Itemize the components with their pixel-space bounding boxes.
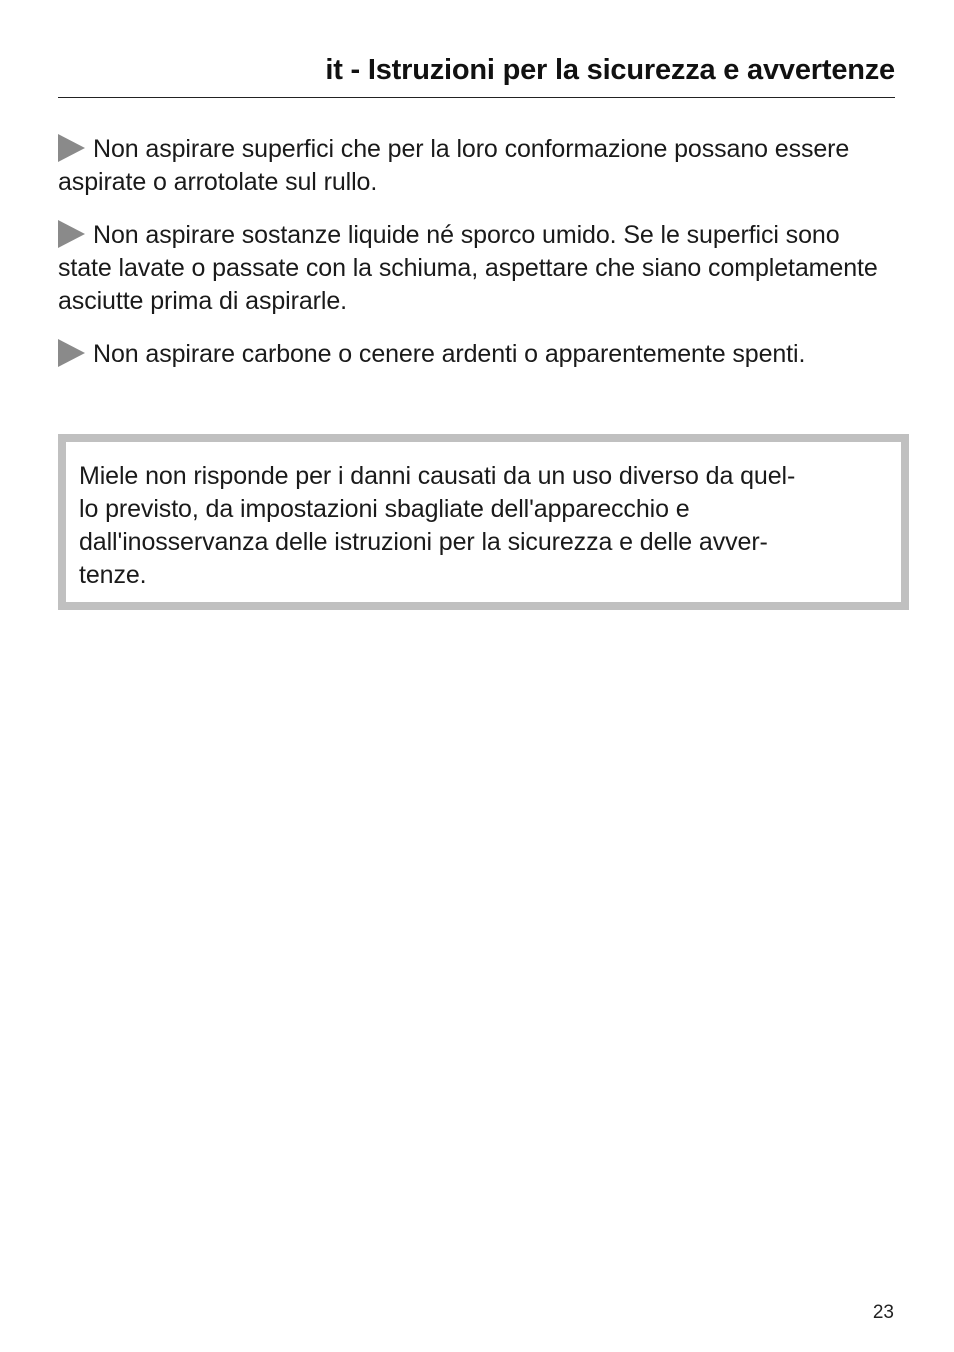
page-header-title: it - Istruzioni per la sicurezza e avvertenze — [325, 54, 895, 86]
instruction-text: Non aspirare superfici che per la loro conformazione possano essere aspirate o arrotolate sul rullo. — [58, 135, 850, 196]
liability-notice-box — [58, 434, 909, 610]
notice-line: tenze. — [79, 561, 147, 589]
triangle-bullet-icon — [58, 134, 85, 162]
notice-line: Miele non risponde per i danni causati da un uso diverso da quel- — [79, 462, 796, 490]
safety-instruction-item — [58, 219, 898, 318]
triangle-bullet-icon — [58, 220, 85, 248]
safety-instruction-item — [58, 338, 898, 371]
safety-instruction-item — [58, 133, 898, 199]
notice-line: dall'inosservanza delle istruzioni per la sicurezza e delle avver- — [79, 528, 768, 556]
page-number: 23 — [872, 1302, 894, 1323]
instruction-text: Non aspirare carbone o cenere ardenti o apparentemente spenti. — [93, 340, 806, 368]
instruction-text: Non aspirare sostanze liquide né sporco umido. Se le superfici sono state lavate o passate con la schiuma, aspettare che siano completamente asciutte prima di aspirarle. — [58, 221, 878, 315]
header-divider — [58, 97, 895, 98]
notice-line: lo previsto, da impostazioni sbagliate dell'apparecchio e — [79, 495, 690, 523]
triangle-bullet-icon — [58, 339, 85, 367]
safety-instructions-list — [58, 133, 898, 391]
